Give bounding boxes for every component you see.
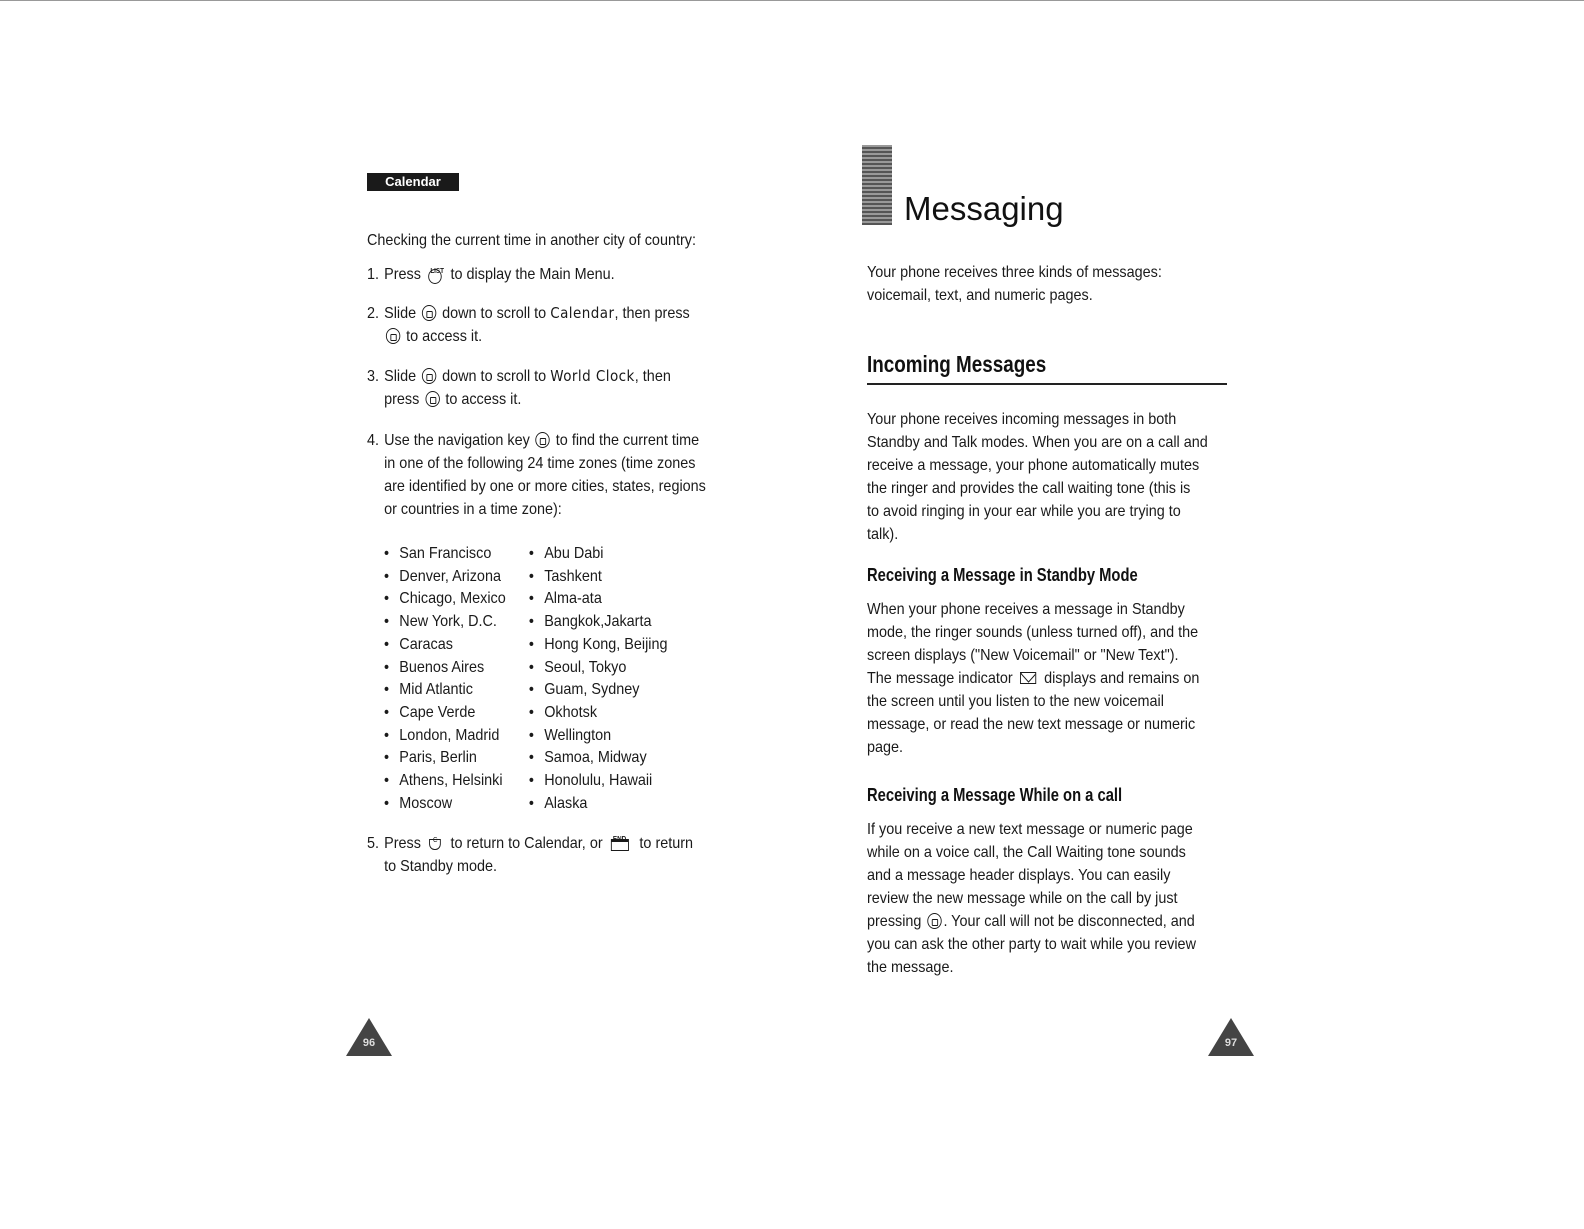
step-text: press <box>384 391 420 408</box>
bullet: • <box>528 749 534 767</box>
paragraph-line: to avoid ringing in your ear while you are trying to <box>867 503 1181 520</box>
navigation-key-icon <box>927 913 941 929</box>
navigation-key-icon <box>422 368 436 384</box>
time-zone-item <box>384 633 453 656</box>
paragraph-line: pressing <box>867 913 922 930</box>
time-zone-item <box>384 542 491 565</box>
bullet: • <box>384 794 390 812</box>
step-text: , then press <box>614 305 690 322</box>
bullet: • <box>528 567 534 585</box>
step-number: 4. <box>367 432 380 449</box>
step-text: to access it. <box>445 391 522 408</box>
paragraph-line: mode, the ringer sounds (unless turned off), and the <box>867 624 1199 641</box>
step-text: Slide <box>384 305 417 322</box>
time-zone-item <box>529 565 602 588</box>
bullet: • <box>528 635 534 653</box>
paragraph-line: . Your call will not be disconnected, and <box>943 913 1195 930</box>
bullet: • <box>384 749 390 767</box>
step-text: in one of the following 24 time zones (time zones <box>384 455 696 472</box>
time-zone-item <box>529 678 640 701</box>
time-zone-item <box>529 542 604 565</box>
time-zone-item <box>529 633 668 656</box>
clear-key-icon <box>429 832 443 852</box>
step-3 <box>367 365 745 411</box>
time-zone-item <box>529 792 588 815</box>
bullet: • <box>528 590 534 608</box>
step-number: 2. <box>367 305 380 322</box>
step-5 <box>367 831 745 878</box>
bullet: • <box>384 567 390 585</box>
subheading-standby: Receiving a Message in Standby Mode <box>867 565 1138 585</box>
paragraph-line: Your phone receives incoming messages in both <box>867 411 1177 428</box>
chapter-title: Messaging <box>904 190 1064 227</box>
step-1 <box>367 262 745 286</box>
time-zone-item <box>384 769 503 792</box>
end-key-icon <box>610 831 632 853</box>
bullet: • <box>384 635 390 653</box>
paragraph-line: When your phone receives a message in Standby <box>867 601 1185 618</box>
bullet: • <box>528 726 534 744</box>
page-number: 97 <box>1224 1037 1238 1049</box>
time-zone-label: Tashkent <box>544 567 602 585</box>
time-zone-label: Moscow <box>399 794 453 812</box>
step-2 <box>367 302 745 348</box>
time-zone-label: Buenos Aires <box>399 658 485 676</box>
navigation-key-icon <box>386 328 400 344</box>
time-zone-item <box>384 656 484 679</box>
paragraph-line: while on a voice call, the Call Waiting tone sounds <box>867 844 1186 861</box>
time-zone-label: Samoa, Midway <box>544 749 647 767</box>
navigation-key-icon <box>422 305 436 321</box>
step-text: to access it. <box>406 328 483 345</box>
paragraph-line: review the new message while on the call by just <box>867 890 1178 907</box>
step-text: down to scroll to <box>442 368 547 385</box>
page-number: 96 <box>362 1037 376 1049</box>
section-heading: Incoming Messages <box>867 351 1047 377</box>
time-zone-item <box>384 701 475 724</box>
time-zone-item <box>384 792 452 815</box>
call-paragraph <box>867 818 1227 979</box>
bullet: • <box>384 703 390 721</box>
step-number: 1. <box>367 266 380 283</box>
time-zone-label: Guam, Sydney <box>544 681 640 699</box>
bullet: • <box>528 772 534 789</box>
time-zone-item <box>529 610 652 633</box>
time-zone-item <box>529 769 652 792</box>
step-4 <box>367 429 745 521</box>
time-zone-label: Alaska <box>544 794 588 812</box>
step-text: Use the navigation key <box>384 432 530 449</box>
time-zone-label: Alma-ata <box>544 590 602 608</box>
time-zone-item <box>384 610 497 633</box>
time-zone-label: Paris, Berlin <box>399 749 477 767</box>
paragraph-line: and a message header displays. You can easily <box>867 867 1171 884</box>
section-tab: Calendar <box>367 173 459 191</box>
time-zone-label: London, Madrid <box>399 726 500 744</box>
time-zone-item <box>529 701 597 724</box>
paragraph-line: Standby and Talk modes. When you are on a call and <box>867 434 1208 451</box>
time-zone-label: Denver, Arizona <box>399 567 501 585</box>
step-text: to Standby mode. <box>384 858 497 875</box>
time-zone-label: Abu Dabi <box>544 545 604 562</box>
time-zone-label: New York, D.C. <box>399 613 497 631</box>
bullet: • <box>528 681 534 699</box>
navigation-key-icon <box>536 432 550 448</box>
paragraph-line: talk). <box>867 526 899 543</box>
subheading-call: Receiving a Message While on a call <box>867 785 1123 805</box>
paragraph-line: page. <box>867 739 904 756</box>
time-zone-label: Seoul, Tokyo <box>544 658 627 676</box>
paragraph-line: the message. <box>867 959 954 976</box>
icon-label: LIST <box>430 268 444 275</box>
step-text: Press <box>384 835 421 852</box>
step-text: Slide <box>384 368 417 385</box>
paragraph-line: the screen until you listen to the new voicemail <box>867 693 1164 710</box>
paragraph-line: receive a message, your phone automatically mutes <box>867 457 1200 474</box>
time-zone-item <box>384 587 506 610</box>
time-zone-label: Hong Kong, Beijing <box>544 635 668 653</box>
bullet: • <box>528 794 534 812</box>
paragraph-line: displays and remains on <box>1044 670 1200 687</box>
time-zone-label: Caracas <box>399 635 453 653</box>
incoming-paragraph <box>867 408 1227 546</box>
step-number: 5. <box>367 835 380 852</box>
bullet: • <box>384 613 390 631</box>
paragraph-line: message, or read the new text message or numeric <box>867 716 1196 733</box>
bullet: • <box>384 726 390 744</box>
paragraph-line: screen displays ("New Voicemail" or "New Text"). <box>867 647 1179 664</box>
time-zone-label: Bangkok,Jakarta <box>544 613 652 631</box>
menu-target: World Clock <box>550 367 635 385</box>
bullet: • <box>384 772 390 789</box>
time-zone-item <box>529 656 626 679</box>
time-zone-item <box>384 565 501 588</box>
time-zone-item <box>384 724 499 747</box>
time-zone-label: Chicago, Mexico <box>399 590 506 608</box>
intro-line: Your phone receives three kinds of messages: <box>867 264 1162 281</box>
intro-line: voicemail, text, and numeric pages. <box>867 287 1093 304</box>
bullet: • <box>384 681 390 699</box>
paragraph-line: the ringer and provides the call waiting tone (this is <box>867 480 1191 497</box>
chapter-intro <box>867 261 1227 307</box>
bullet: • <box>528 703 534 721</box>
message-envelope-icon <box>1020 672 1036 684</box>
menu-key-icon <box>428 262 444 284</box>
time-zone-item <box>529 724 611 747</box>
menu-target: Calendar <box>550 304 615 322</box>
paragraph-line: you can ask the other party to wait while you review <box>867 936 1196 953</box>
bullet: • <box>384 545 390 562</box>
bullet: • <box>528 545 534 562</box>
time-zone-label: Mid Atlantic <box>399 681 473 699</box>
time-zone-label: Wellington <box>544 726 612 744</box>
step-text: are identified by one or more cities, states, regions <box>384 478 706 495</box>
bullet: • <box>384 658 390 676</box>
time-zone-item <box>384 746 477 769</box>
heading-rule <box>867 383 1227 385</box>
step-number: 3. <box>367 368 380 385</box>
step-text: down to scroll to <box>442 305 547 322</box>
time-zone-label: Honolulu, Hawaii <box>544 772 653 789</box>
time-zone-item <box>384 678 473 701</box>
paragraph-line: If you receive a new text message or numeric page <box>867 821 1193 838</box>
bullet: • <box>528 613 534 631</box>
bullet: • <box>528 658 534 676</box>
time-zone-label: San Francisco <box>399 545 492 562</box>
time-zone-item <box>529 746 647 769</box>
step-text: to display the Main Menu. <box>450 266 615 283</box>
bullet: • <box>384 590 390 608</box>
standby-paragraph <box>867 598 1227 759</box>
paragraph-line: The message indicator <box>867 670 1013 687</box>
navigation-key-icon <box>425 391 439 407</box>
step-text: to find the current time <box>555 432 700 449</box>
time-zone-item <box>529 587 602 610</box>
time-zone-label: Athens, Helsinki <box>399 772 503 789</box>
icon-label: C <box>433 837 438 844</box>
icon-label: END <box>612 836 627 843</box>
chapter-marker-icon <box>862 145 892 225</box>
step-text: to return <box>639 835 694 852</box>
intro-text: Checking the current time in another city of country: <box>367 232 696 249</box>
step-text: or countries in a time zone): <box>384 501 562 518</box>
time-zone-label: Okhotsk <box>544 703 598 721</box>
time-zone-label: Cape Verde <box>399 703 476 721</box>
step-text: , then <box>634 368 671 385</box>
step-text: to return to Calendar, or <box>450 835 603 852</box>
top-border <box>0 0 1584 1</box>
step-text: Press <box>384 266 421 283</box>
